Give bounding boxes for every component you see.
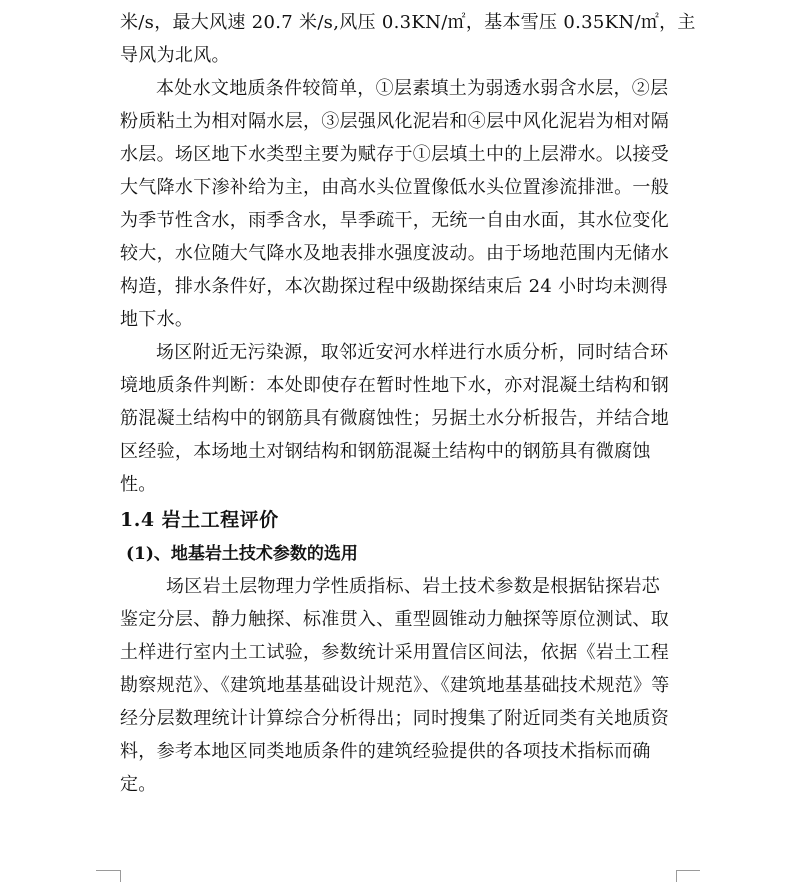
text-line: 场区附近无污染源，取邻近安河水样进行水质分析，同时结合环: [156, 342, 669, 363]
text-line: 导风为北风。: [120, 45, 230, 66]
text-line: 料，参考本地区同类地质条件的建筑经验提供的各项技术指标而确: [120, 741, 651, 762]
text-line: 土样进行室内土工试验，参数统计采用置信区间法，依据《岩土工程: [120, 642, 669, 663]
crop-mark-bottom-left-h: [96, 870, 120, 871]
text-line: 场区岩土层物理力学性质指标、岩土技术参数是根据钻探岩芯: [166, 576, 661, 597]
paragraph-parameters: [120, 570, 676, 801]
text-line: 较大，水位随大气降水及地表排水强度波动。由于场地范围内无储水: [120, 243, 669, 264]
crop-mark-bottom-left-v: [120, 870, 121, 882]
paragraph-wind: [120, 6, 696, 72]
text-line: 区经验，本场地土对钢结构和钢筋混凝土结构中的钢筋具有微腐蚀: [120, 441, 651, 462]
text-line: 为季节性含水，雨季含水，旱季疏干，无统一自由水面，其水位变化: [120, 210, 669, 231]
text-line: 经分层数理统计计算综合分析得出；同时搜集了附近同类有关地质资: [120, 708, 669, 729]
subsection-heading: (1)、地基岩土技术参数的选用: [126, 544, 358, 564]
text-line: 水层。场区地下水类型主要为赋存于①层填土中的上层滞水。以接受: [120, 144, 669, 165]
text-line: 大气降水下渗补给为主，由高水头位置像低水头位置渗流排泄。一般: [120, 177, 669, 198]
text-line: 鉴定分层、静力触探、标准贯入、重型圆锥动力触探等原位测试、取: [120, 609, 669, 630]
crop-mark-bottom-right-v: [676, 870, 677, 882]
paragraph-hydrogeology: [120, 72, 676, 336]
text-line: 地下水。: [120, 309, 194, 330]
text-line: 定。: [120, 774, 157, 795]
text-line: 本处水文地质条件较简单，①层素填土为弱透水弱含水层，②层: [156, 78, 669, 99]
text-line: 勘察规范》、《建筑地基基础设计规范》、《建筑地基基础技术规范》等: [120, 675, 670, 696]
text-line: 米/s，最大风速 20.7 米/s,风压 0.3KN/㎡，基本雪压 0.35KN/㎡，主: [120, 12, 696, 33]
text-line: 境地质条件判断：本处即使存在暂时性地下水，亦对混凝土结构和钢: [120, 375, 669, 396]
text-line: 粉质粘土为相对隔水层，③层强风化泥岩和④层中风化泥岩为相对隔: [120, 111, 669, 132]
paragraph-corrosion: [120, 336, 676, 501]
text-line: 筋混凝土结构中的钢筋具有微腐蚀性；另据土水分析报告，并结合地: [120, 408, 669, 429]
text-line: 性。: [120, 474, 157, 495]
section-heading: 1.4 岩土工程评价: [120, 509, 279, 531]
document-body: [120, 6, 696, 801]
text-line: 构造，排水条件好，本次勘探过程中级勘探结束后 24 小时均未测得: [120, 276, 668, 297]
crop-mark-bottom-right-h: [676, 870, 700, 871]
